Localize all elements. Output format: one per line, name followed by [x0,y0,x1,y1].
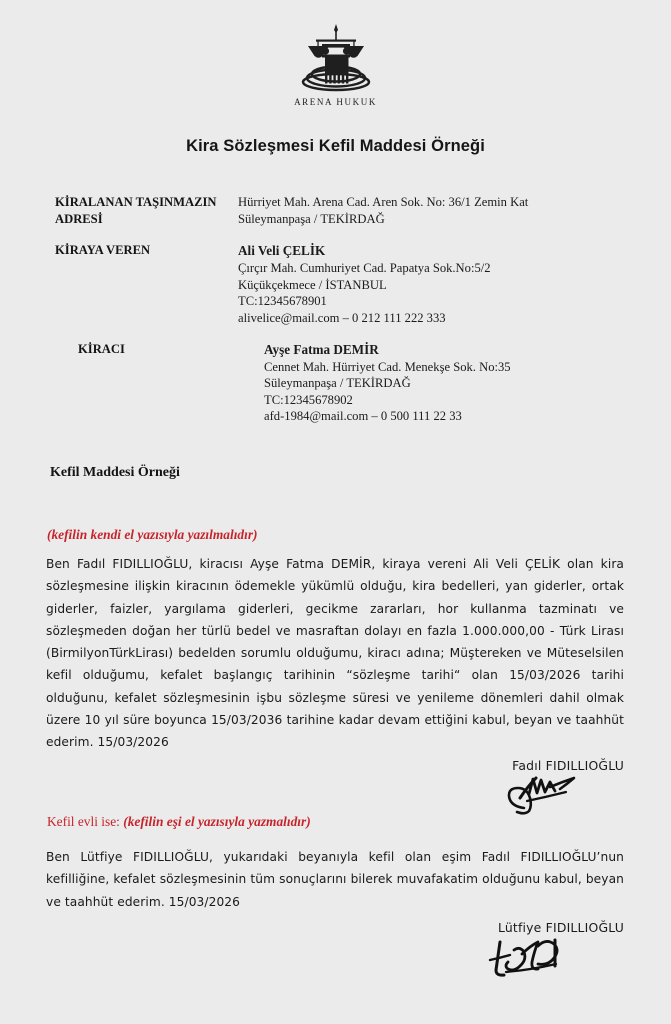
tenant-national-id: TC:12345678902 [264,392,353,407]
paragraph-spouse-consent: Ben Lütfiye FIDILLIOĞLU, yukarıdaki beyanıyla kefil olan eşim Fadıl FIDILLIOĞLU’nun kefilliğine, kefalet sözleşmesinin tüm sonuçlarını bilerek muvafakatim olduğunu kabul, beyan ve taahhüt ederim. 15/03/2026 [46,850,624,909]
signature-block-guarantor [324,758,624,816]
note-spouse-prefix: Kefil evli ise: [47,814,124,829]
table-row-property-address [0,194,671,227]
table-row-lessor [0,242,671,326]
section-heading-guarantor-clause: Kefil Maddesi Örneği [50,465,180,480]
value-property-address [237,194,671,227]
lessor-national-id: TC:12345678901 [238,294,327,309]
property-address-line-2: Süleymanpaşa / TEKİRDAĞ [238,211,385,226]
handwritten-signature-spouse-icon [324,936,624,988]
signature-name-guarantor: Fadıl FIDILLIOĞLU [512,758,624,773]
lessor-contact: alivelice@mail.com – 0 212 111 222 333 [238,310,446,325]
lessor-address-line-2: Küçükçekmece / İSTANBUL [238,277,387,292]
tenant-address-line-1: Cennet Mah. Hürriyet Cad. Menekşe Sok. No:35 [264,359,511,374]
firm-logo [0,22,671,107]
party-information-table [0,194,671,437]
value-tenant [260,341,671,425]
firm-logo-text: ARENA HUKUK [294,97,377,107]
note-handwriting-guarantor: (kefilin kendi el yazısıyla yazılmalıdır) [47,527,258,542]
handwritten-signature-guarantor-icon [324,774,624,816]
lessor-address-line-1: Çırçır Mah. Cumhuriyet Cad. Papatya Sok.No:5/2 [238,261,491,276]
value-lessor [237,242,671,326]
signature-block-spouse [324,920,624,988]
tenant-contact: afd-1984@mail.com – 0 500 111 22 33 [264,409,462,424]
paragraph-guarantor-declaration: Ben Fadıl FIDILLIOĞLU, kiracısı Ayşe Fatma DEMİR, kiraya vereni Ali Veli ÇELİK olan kira sözleşmesine ilişkin kiracının ödemekle yükümlü olduğu, kira bedelleri, yan giderler, ortak giderler, faizler, yargılama giderleri, gecikme zararları, hor kullanma tazminatı ve sözleşmeden doğan her türlü bedel ve masraftan dolayı en fazla 1.000.000,00 - Türk Lirası (BirmilyonTürkLirası) bedelden sorumlu olduğumu, kiracı adına; Müştereken ve Müteselsilen kefil olduğumu, kefalet başlangıç tarihinin “sözleşme tarihi“ olan 15/03/2026 tarihi olduğunu, kefalet sözleşmesinin işbu sözleşme süresi ve yenileme dönemleri dahil olmak üzere 10 yıl süre boyunca 15/03/2036 tarihine kadar devam ettiğini kabul, beyan ve taahhüt ederim. 15/03/2026 [46,557,624,750]
signature-name-spouse: Lütfiye FIDILLIOĞLU [497,920,624,935]
label-lessor: KİRAYA VEREN [55,243,151,258]
tenant-address-line-2: Süleymanpaşa / TEKİRDAĞ [264,376,411,391]
table-row-tenant [0,341,671,425]
label-property-address: KİRALANAN TAŞINMAZIN ADRESİ [55,195,217,226]
label-tenant: KİRACI [78,341,125,356]
property-address-line-1: Hürriyet Mah. Arena Cad. Aren Sok. No: 36/1 Zemin Kat [238,195,529,209]
page-title: Kira Sözleşmesi Kefil Maddesi Örneği [186,137,485,155]
scales-of-justice-column-icon [284,22,388,96]
note-spouse-emphasis: (kefilin eşi el yazısıyla yazmalıdır) [123,814,311,829]
lessor-name: Ali Veli ÇELİK [238,243,326,259]
tenant-name: Ayşe Fatma DEMİR [264,341,379,357]
note-handwriting-spouse [47,814,311,830]
